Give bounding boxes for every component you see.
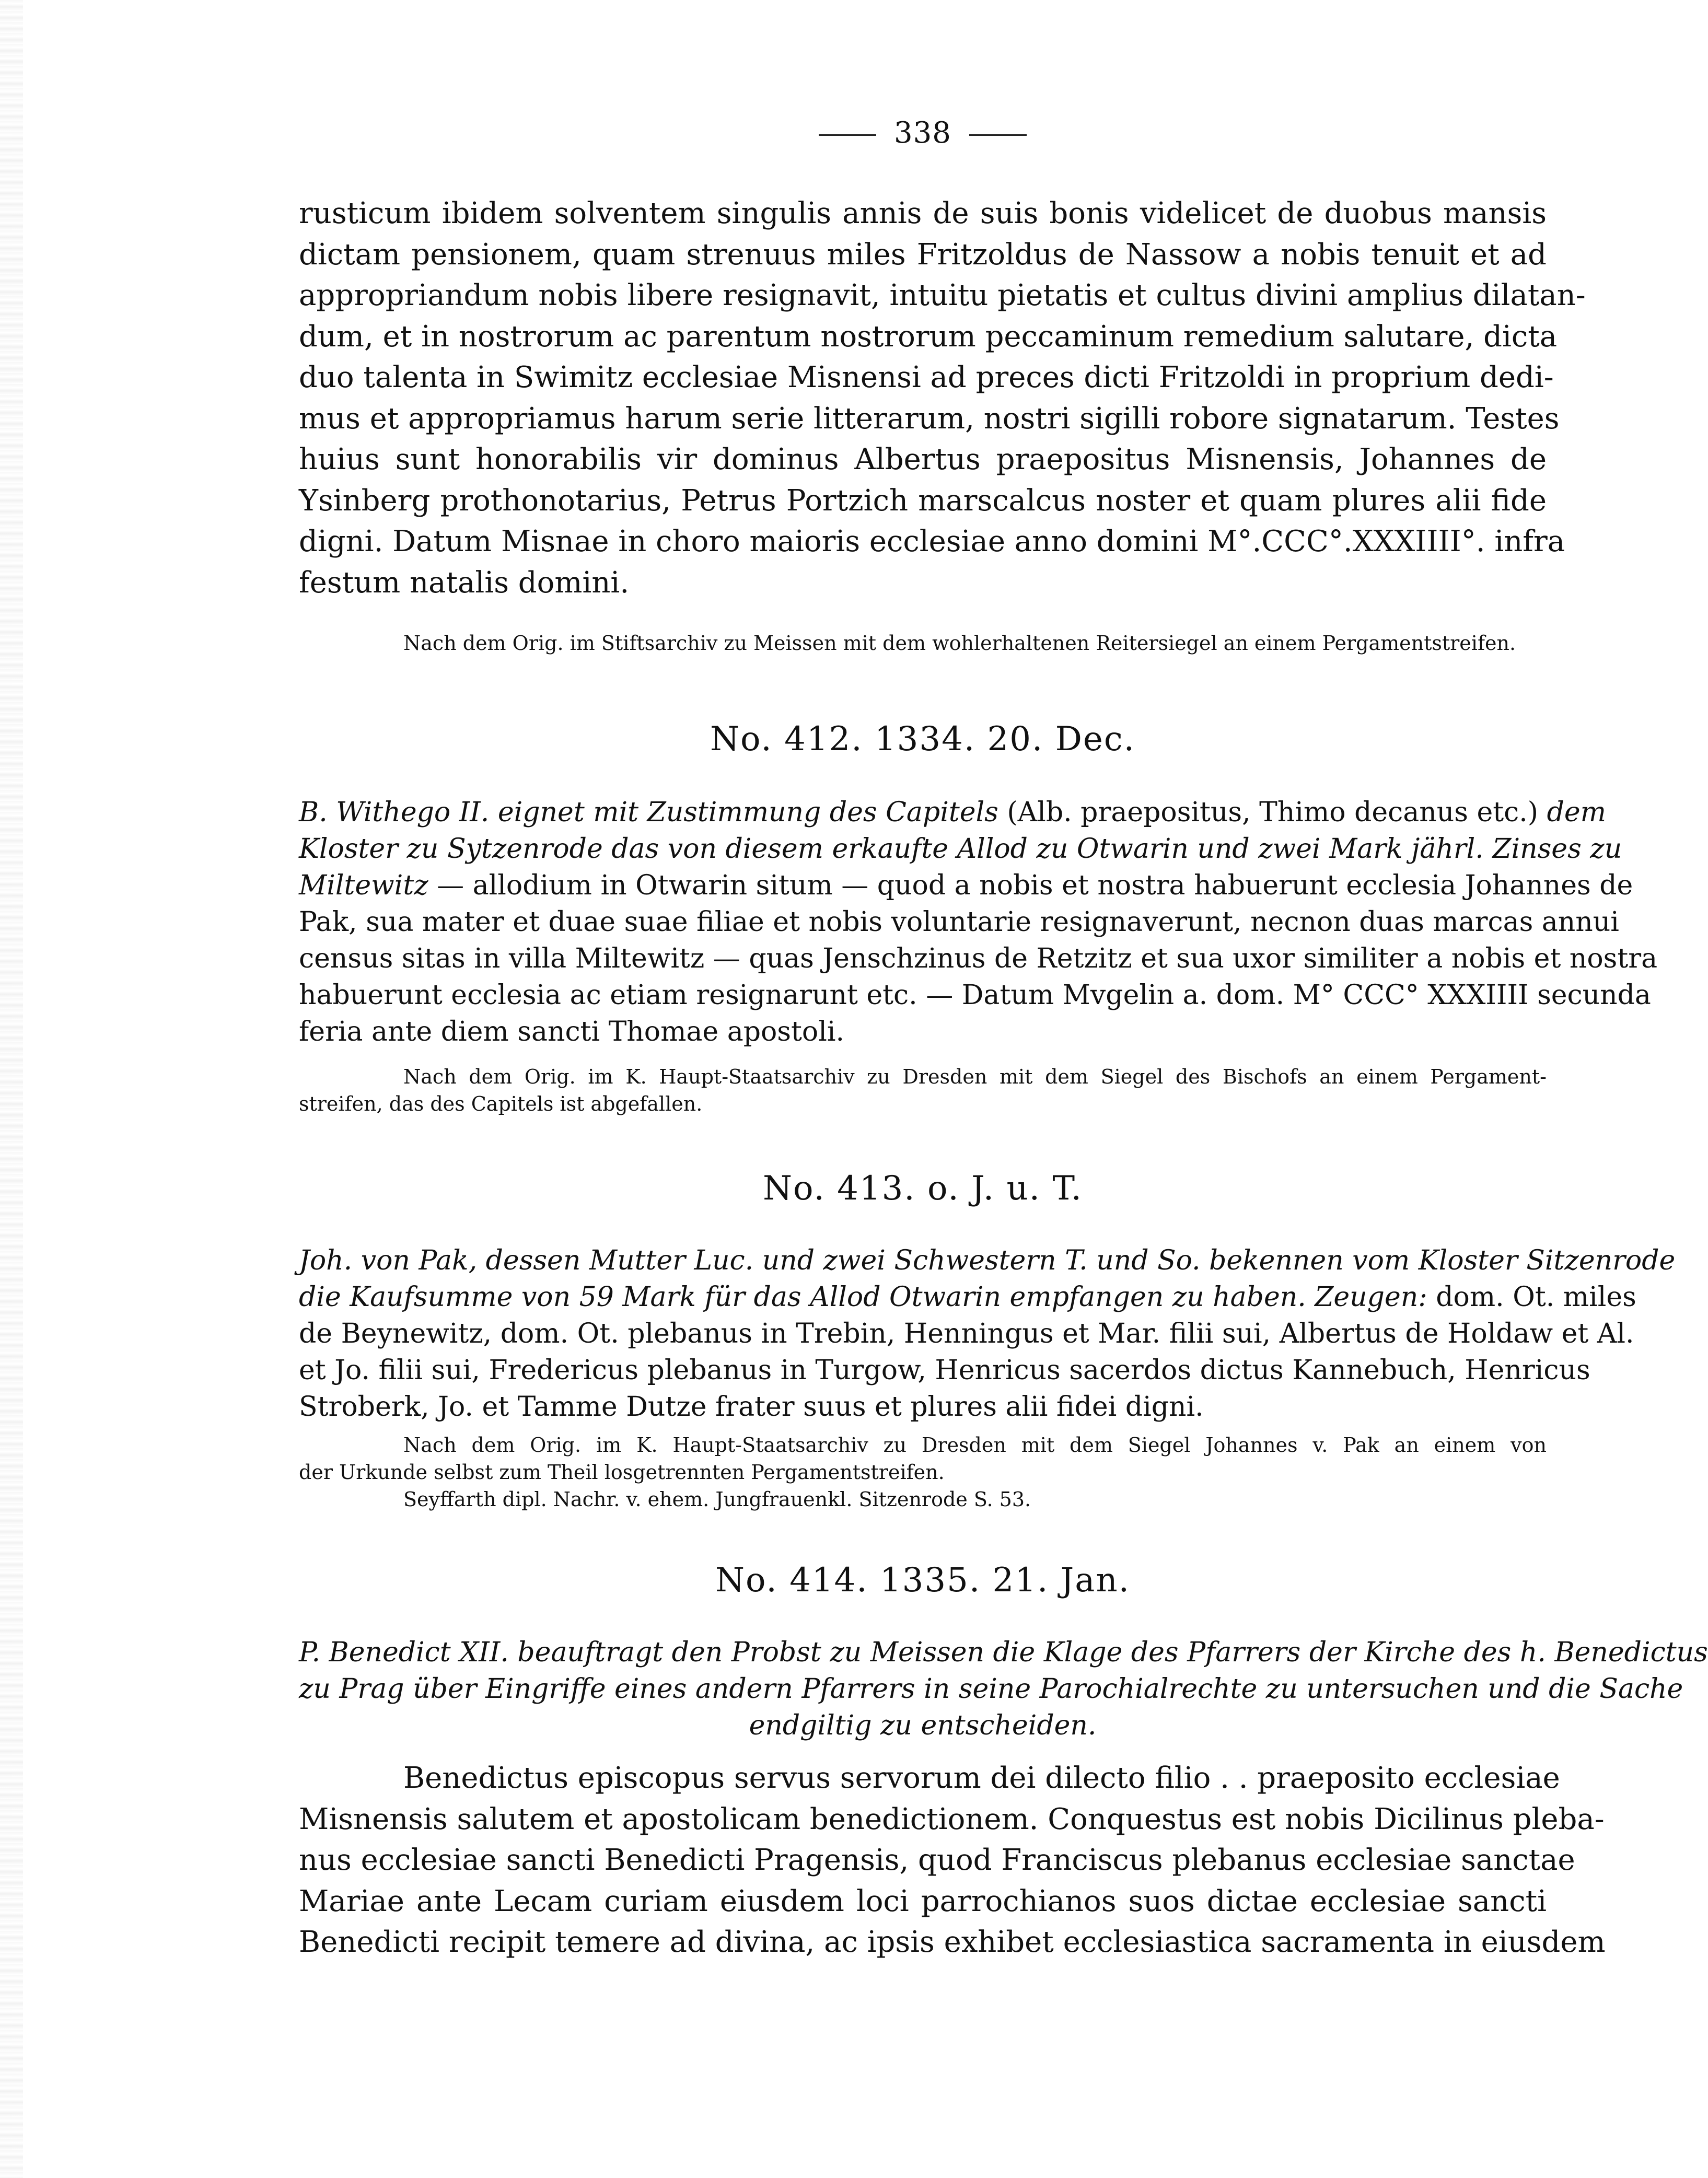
regest-roman: dom. Ot. miles bbox=[1427, 1282, 1636, 1313]
regest-italic: dem bbox=[1547, 797, 1606, 828]
source-note-line: Nach dem Orig. im K. Haupt-Staatsarchiv zu Dresden mit dem Siegel Johannes v. Pak an einem von bbox=[403, 1434, 1547, 1457]
source-note-line: streifen, das des Capitels ist abgefallen. bbox=[299, 1092, 703, 1115]
regest-italic: Miltewitz bbox=[299, 870, 428, 901]
doc-413-source-note bbox=[299, 1431, 1547, 1513]
text-line: Joh. von Pak, dessen Mutter Luc. und zwei Schwestern T. und So. bekennen vom Kloster Sitzenrode bbox=[299, 1245, 1676, 1276]
source-note-line: der Urkunde selbst zum Theil losgetrennten Pergamentstreifen. bbox=[299, 1461, 945, 1484]
text-line bbox=[299, 794, 1606, 831]
page-number-header bbox=[299, 115, 1547, 152]
text-line: nus ecclesiae sancti Benedicti Pragensis, quod Franciscus plebanus ecclesiae sanctae bbox=[299, 1843, 1575, 1877]
text-line: huius sunt honorabilis vir dominus Albertus praepositus Misnensis, Johannes de bbox=[299, 442, 1547, 476]
header-dash-left bbox=[819, 134, 876, 136]
doc-412-heading: No. 412. 1334. 20. Dec. bbox=[710, 720, 1135, 759]
text-line: duo talenta in Swimitz ecclesiae Misnensi ad preces dicti Fritzoldi in proprium dedi- bbox=[299, 360, 1554, 394]
doc-414-body bbox=[299, 1758, 1606, 1963]
source-note-line: Nach dem Orig. im K. Haupt-Staatsarchiv zu Dresden mit dem Siegel des Bischofs an einem Pergament- bbox=[403, 1065, 1547, 1088]
page-number: 338 bbox=[894, 116, 951, 150]
text-line: dum, et in nostrorum ac parentum nostrorum peccaminum remedium salutare, dicta bbox=[299, 319, 1558, 354]
text-line: zu Prag über Eingriffe eines andern Pfarrers in seine Parochialrechte zu untersuchen und die Sache bbox=[299, 1673, 1683, 1705]
text-line: feria ante diem sancti Thomae apostoli. bbox=[299, 1016, 844, 1047]
intro-source-note bbox=[299, 630, 1547, 657]
text-line: et Jo. filii sui, Fredericus plebanus in Turgow, Henricus sacerdos dictus Kannebuch, Henricus bbox=[299, 1355, 1590, 1386]
regest-italic: B. Withego II. eignet mit Zustimmung des Capitels bbox=[299, 797, 998, 828]
doc-412-source-note bbox=[299, 1063, 1547, 1117]
doc-413-body bbox=[299, 1242, 1676, 1425]
text-line: Pak, sua mater et duae suae filiae et nobis voluntarie resignaverunt, necnon duas marcas annui bbox=[299, 906, 1619, 938]
source-note-line: Nach dem Orig. im Stiftsarchiv zu Meissen mit dem wohlerhaltenen Reitersiegel an einem Pergamentstreifen. bbox=[403, 632, 1516, 655]
text-line: festum natalis domini. bbox=[299, 565, 630, 600]
text-line: digni. Datum Misnae in choro maioris ecclesiae anno domini M°.CCC°.XXXIIII°. infra bbox=[299, 525, 1565, 558]
doc-414-heading: No. 414. 1335. 21. Jan. bbox=[715, 1561, 1130, 1600]
text-line: Kloster zu Sytzenrode das von diesem erkaufte Allod zu Otwarin und zwei Mark jährl. Zinses zu bbox=[299, 833, 1622, 865]
text-line: census sitas in villa Miltewitz — quas Jenschzinus de Retzitz et sua uxor similiter a nobis et nostra bbox=[299, 943, 1658, 974]
text-line: appropriandum nobis libere resignavit, intuitu pietatis et cultus divini amplius dilatan- bbox=[299, 278, 1586, 312]
text-line: Benedicti recipit temere ad divina, ac ipsis exhibet ecclesiastica sacramenta in eiusdem bbox=[299, 1925, 1606, 1959]
regest-roman: (Alb. praepositus, Thimo decanus etc.) bbox=[998, 797, 1547, 828]
text-line: Ysinberg prothonotarius, Petrus Portzich marscalcus noster et quam plures alii fide bbox=[299, 483, 1547, 518]
text-line: Benedictus episcopus servus servorum dei dilecto filio . . praeposito ecclesiae bbox=[403, 1761, 1560, 1795]
regest-roman: — allodium in Otwarin situm — quod a nobis et nostra habuerunt ecclesia Johannes de bbox=[428, 870, 1633, 901]
doc-413-heading: No. 413. o. J. u. T. bbox=[763, 1169, 1083, 1208]
text-line: Misnensis salutem et apostolicam benedictionem. Conquestus est nobis Dicilinus pleba- bbox=[299, 1802, 1605, 1836]
text-line: mus et appropriamus harum serie litterarum, nostri sigilli robore signatarum. Testes bbox=[299, 401, 1560, 436]
intro-paragraph bbox=[299, 193, 1586, 603]
text-line: endgiltig zu entscheiden. bbox=[749, 1710, 1097, 1741]
text-line: rusticum ibidem solventem singulis annis de suis bonis videlicet de duobus mansis bbox=[299, 196, 1547, 230]
source-note-line: Seyffarth dipl. Nachr. v. ehem. Jungfrauenkl. Sitzenrode S. 53. bbox=[403, 1488, 1031, 1511]
text-line: P. Benedict XII. beauftragt den Probst zu Meissen die Klage des Pfarrers der Kirche des h. Benedictus bbox=[299, 1637, 1708, 1668]
text-line: Mariae ante Lecam curiam eiusdem loci parrochianos suos dictae ecclesiae sancti bbox=[299, 1884, 1547, 1918]
regest-italic: die Kaufsumme von 59 Mark für das Allod Otwarin empfangen zu haben. Zeugen: bbox=[299, 1282, 1427, 1313]
header-dash-right bbox=[969, 134, 1027, 136]
text-line: de Beynewitz, dom. Ot. plebanus in Trebin, Henningus et Mar. filii sui, Albertus de Holdaw et Al. bbox=[299, 1318, 1634, 1349]
text-line: habuerunt ecclesia ac etiam resignarunt etc. — Datum Mvgelin a. dom. M° CCC° XXXIIII secunda bbox=[299, 980, 1651, 1011]
text-line: dictam pensionem, quam strenuus miles Fritzoldus de Nassow a nobis tenuit et ad bbox=[299, 237, 1547, 272]
scan-edge-shadow bbox=[0, 0, 23, 2178]
doc-412-body bbox=[299, 794, 1658, 1050]
text-line bbox=[299, 1279, 1636, 1315]
doc-414-regest bbox=[299, 1634, 1708, 1744]
text-line bbox=[299, 867, 1633, 904]
text-line: Stroberk, Jo. et Tamme Dutze frater suus et plures alii fidei digni. bbox=[299, 1391, 1204, 1423]
